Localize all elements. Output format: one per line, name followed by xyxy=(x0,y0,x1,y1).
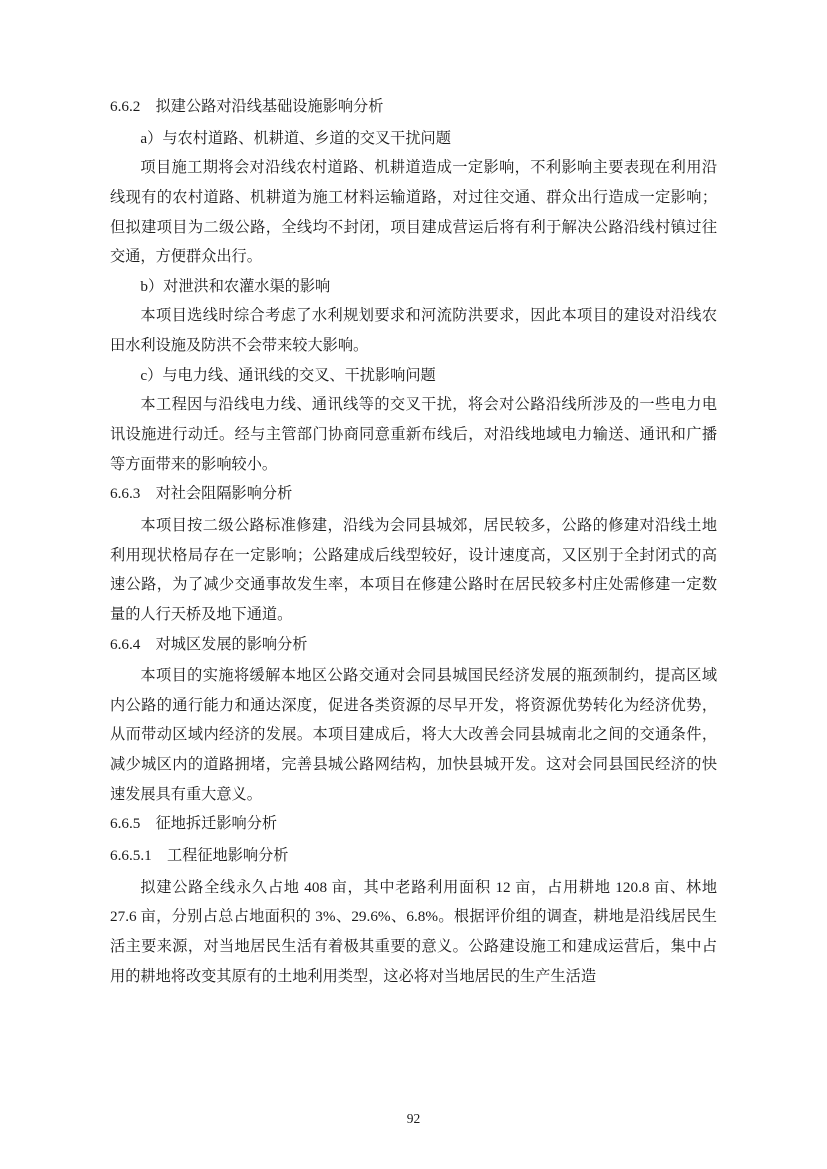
page-body xyxy=(110,92,717,991)
paragraph-6-6-5-1-body: 拟建公路全线永久占地 408 亩，其中老路利用面积 12 亩，占用耕地 120.8 亩、林地 27.6 亩，分别占总占地面积的 3%、29.6%、6.8%。根据评价组的调查，耕地是沿线居民生活主要来源，对当地居民生活有着极其重要的意义。公路建设施工和建成运营后，集中占用的耕地将改变其原有的土地利用类型，这必将对当地居民的生产生活造 xyxy=(110,878,717,985)
paragraph-a-body: 项目施工期将会对沿线农村道路、机耕道造成一定影响，不利影响主要表现在利用沿线现有的农村道路、机耕道为施工材料运输道路，对过往交通、群众出行造成一定影响；但拟建项目为二级公路，全线均不封闭，项目建成营运后将有利于解决公路沿线村镇过往交通，方便群众出行。 xyxy=(110,159,717,266)
section-heading-6-6-4: 6.6.4 对城区发展的影响分析 xyxy=(110,635,308,653)
section-heading-6-6-3: 6.6.3 对社会阻隔影响分析 xyxy=(110,485,293,503)
paragraph-6-6-4-body: 本项目的实施将缓解本地区公路交通对会同县城国民经济发展的瓶颈制约，提高区域内公路的通行能力和通达深度，促进各类资源的尽早开发，将资源优势转化为经济优势，从而带动区域内经济的发展。本项目建成后，将大大改善会同县城南北之间的交通条件，减少城区内的道路拥堵，完善县城公路网结构，加快县城开发。这对会同县国民经济的快速发展具有重大意义。 xyxy=(110,667,717,803)
paragraph-6-6-3-body: 本项目按二级公路标准修建，沿线为会同县城郊，居民较多，公路的修建对沿线土地利用现状格局存在一定影响；公路建成后线型较好，设计速度高，又区别于全封闭式的高速公路，为了减少交通事故发生率，本项目在修建公路时在居民较多村庄处需修建一定数量的人行天桥及地下通道。 xyxy=(110,516,717,623)
paragraph-subheading-c: c）与电力线、通讯线的交叉、干扰影响问题 xyxy=(140,366,436,384)
page-number: 92 xyxy=(406,1111,421,1126)
paragraph-b-body: 本项目选线时综合考虑了水利规划要求和河流防洪要求，因此本项目的建设对沿线农田水利设施及防洪不会带来较大影响。 xyxy=(110,307,717,355)
paragraph-subheading-b: b）对泄洪和农灌水渠的影响 xyxy=(140,277,331,295)
paragraph-c-body: 本工程因与沿线电力线、通讯线等的交叉干扰，将会对公路沿线所涉及的一些电力电讯设施进行动迁。经与主管部门协商同意重新布线后，对沿线地域电力输送、通讯和广播等方面带来的影响较小。 xyxy=(110,396,717,473)
section-heading-6-6-5: 6.6.5 征地拆迁影响分析 xyxy=(110,815,278,833)
section-heading-6-6-2: 6.6.2 拟建公路对沿线基础设施影响分析 xyxy=(110,98,384,115)
paragraph-subheading-a: a）与农村道路、机耕道、乡道的交叉干扰问题 xyxy=(140,129,451,147)
section-heading-6-6-5-1: 6.6.5.1 工程征地影响分析 xyxy=(110,847,289,865)
